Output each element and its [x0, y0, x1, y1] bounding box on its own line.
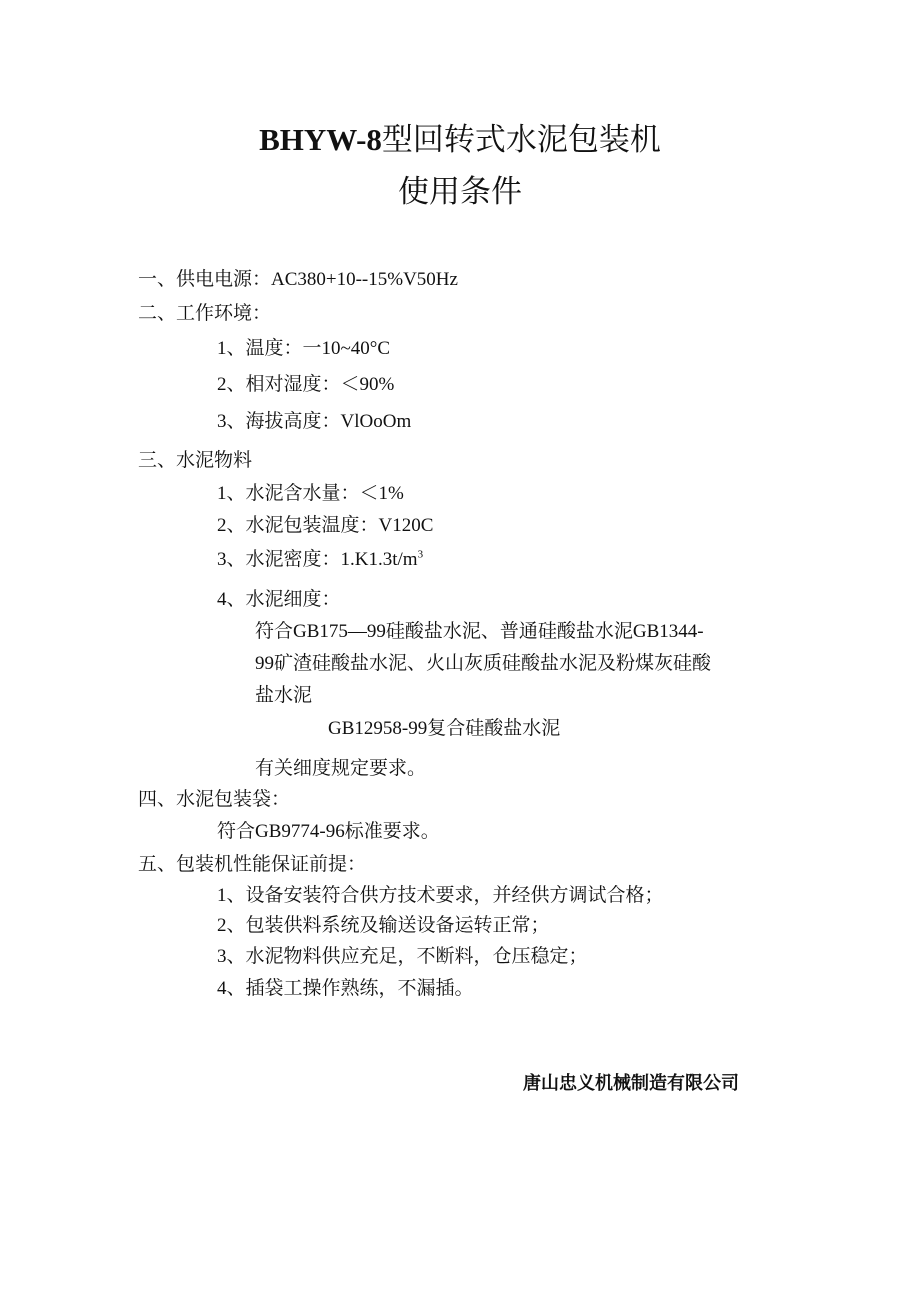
material-fineness-line-1: 符合GB175—99硅酸盐水泥、普通硅酸盐水泥GB1344-	[255, 621, 704, 642]
title-model-number: BHYW-8	[259, 122, 382, 157]
material-fineness-line-3: 盐水泥	[255, 685, 313, 706]
environment-temperature: 1、温度：一10~40°C	[217, 338, 391, 359]
bag-standard: 符合GB9774-96标准要求。	[217, 821, 440, 842]
material-temperature: 2、水泥包装温度：V120C	[217, 515, 434, 536]
document-title	[0, 120, 920, 160]
section-environment-heading: 二、工作环境：	[138, 303, 272, 324]
material-fineness-heading: 4、水泥细度：	[217, 589, 341, 610]
section-power-heading: 一、供电电源：AC380+10--15%V50Hz	[138, 269, 458, 290]
performance-item-1: 1、设备安装符合供方技术要求，并经供方调试合格；	[217, 885, 664, 906]
material-density-exponent: 3	[417, 548, 424, 561]
material-density	[217, 547, 423, 573]
section-performance-heading: 五、包装机性能保证前提：	[138, 854, 367, 875]
performance-item-2: 2、包装供料系统及输送设备运转正常；	[217, 915, 550, 936]
material-fineness-line-2: 99矿渣硅酸盐水泥、火山灰质硅酸盐水泥及粉煤灰硅酸	[255, 653, 712, 674]
material-fineness-standard: GB12958-99复合硅酸盐水泥	[328, 718, 561, 739]
material-moisture: 1、水泥含水量：＜1%	[217, 483, 404, 504]
environment-humidity: 2、相对湿度：＜90%	[217, 374, 395, 395]
section-material-heading: 三、水泥物料	[138, 450, 253, 471]
company-name: 唐山忠义机械制造有限公司	[523, 1073, 739, 1094]
material-density-text: 3、水泥密度：1.K1.3t/m	[217, 549, 418, 570]
document-subtitle: 使用条件	[398, 174, 522, 210]
performance-item-4: 4、插袋工操作熟练，不漏插。	[217, 978, 474, 999]
section-bag-heading: 四、水泥包装袋：	[138, 789, 291, 810]
environment-altitude: 3、海拔高度：VlOoOm	[217, 411, 412, 432]
title-machine-name: 型回转式水泥包装机	[381, 122, 661, 158]
material-fineness-note: 有关细度规定要求。	[255, 758, 427, 779]
performance-item-3: 3、水泥物料供应充足，不断料，仓压稳定；	[217, 946, 588, 967]
